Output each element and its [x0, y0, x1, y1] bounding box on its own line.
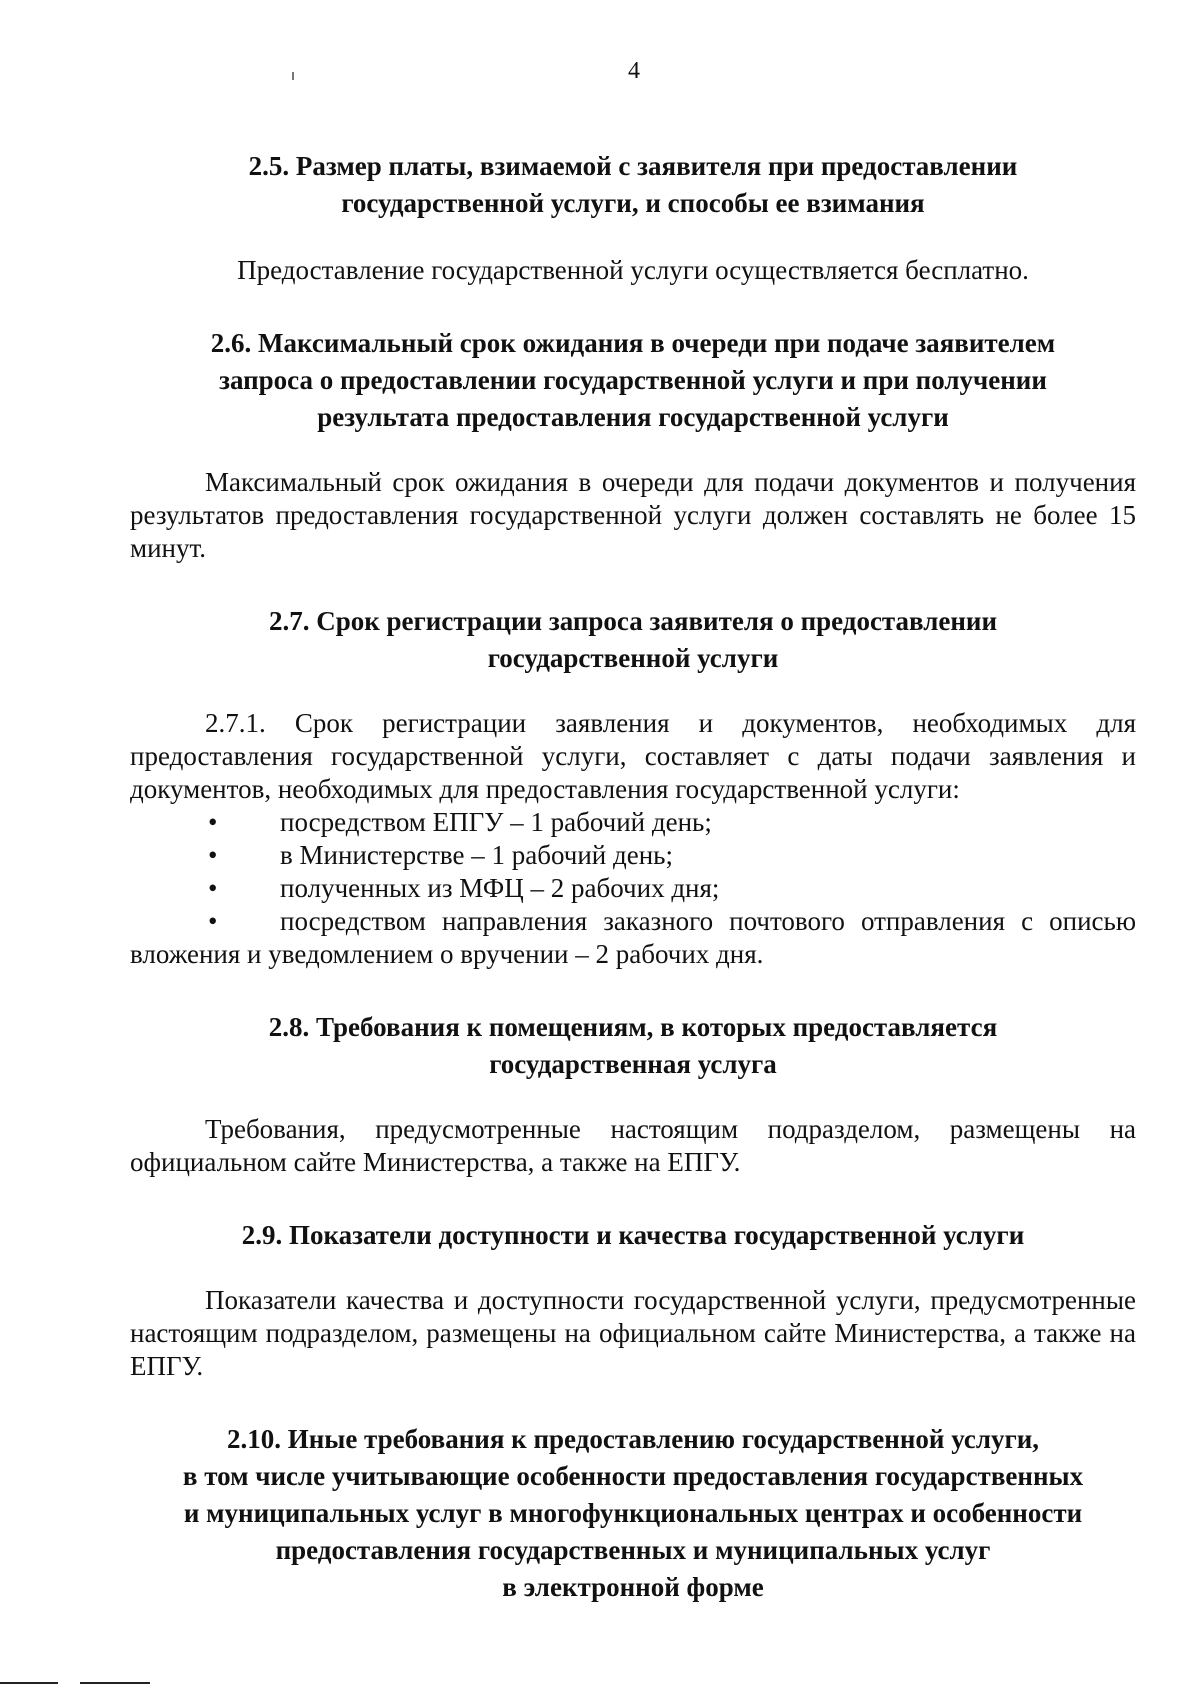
- section-2-9-text: Показатели качества и доступности государственной услуги, предусмотренные настоящим подразделом, размещены на официальном сайте Министерства, а также на ЕПГУ.: [130, 1285, 1136, 1381]
- section-2-7-heading: 2.7. Срок регистрации запроса заявителя о предоставлении государственной услуги: [268, 606, 998, 673]
- section-2-5-heading: 2.5. Размер платы, взимаемой с заявителя при предоставлении государственной услуги, и способы ее взимания: [248, 151, 1018, 218]
- section-2-5-text: Предоставление государственной услуги осуществляется бесплатно.: [237, 255, 1029, 285]
- section-2-8-text: Требования, предусмотренные настоящим подразделом, размещены на официальном сайте Министерства, а также на ЕПГУ.: [130, 1114, 1136, 1177]
- bullet-marker: •: [208, 807, 218, 837]
- section-2-8: [130, 1009, 1136, 1179]
- section-2-7-1-text: 2.7.1. Срок регистрации заявления и документов, необходимых для предоставления государственной услуги, составляет с даты подачи заявления и документов, необходимых для предоставления государственной услуги:: [130, 708, 1136, 804]
- bullet-marker: •: [208, 873, 218, 903]
- section-2-6: [130, 325, 1136, 565]
- section-2-7: [130, 603, 1136, 971]
- section-2-9-heading: 2.9. Показатели доступности и качества государственной услуги: [241, 1220, 1025, 1250]
- section-2-8-heading: 2.8. Требования к помещениям, в которых предоставляется государственная услуга: [268, 1012, 998, 1079]
- bullet-marker: •: [208, 840, 218, 870]
- section-2-10-heading: 2.10. Иные требования к предоставлению государственной услуги, в том числе учитывающие особенности предоставления государственных и муниципальных услуг в многофункциональных центрах и особенности предоставления государственных и муниципальных услуг в электронной форме: [182, 1424, 1084, 1602]
- section-2-6-text: Максимальный срок ожидания в очереди для подачи документов и получения результатов предоставления государственной услуги должен составлять не более 15 минут.: [130, 467, 1136, 563]
- section-2-9: [130, 1217, 1136, 1383]
- scan-edge-line: [0, 1682, 58, 1684]
- list-item: • посредством направления заказного почтового отправления с описью вложения и уведомлением о вручении – 2 рабочих дня.: [130, 906, 1136, 969]
- scan-mark: [292, 72, 294, 80]
- list-item: • полученных из МФЦ – 2 рабочих дня;: [208, 873, 720, 903]
- document-body: [130, 148, 1136, 1606]
- section-2-5: [130, 148, 1136, 287]
- bullet-marker: •: [208, 906, 218, 936]
- list-item: • в Министерстве – 1 рабочий день;: [208, 840, 673, 870]
- section-2-6-heading: 2.6. Максимальный срок ожидания в очереди при подаче заявителем запроса о предоставлении государственной услуги и при получении результата предоставления государственной услуги: [210, 328, 1056, 432]
- list-item: • посредством ЕПГУ – 1 рабочий день;: [208, 807, 712, 837]
- scan-edge-line: [80, 1682, 150, 1684]
- section-2-10: [130, 1421, 1136, 1606]
- page-number: 4: [628, 58, 640, 84]
- registration-terms-list: [130, 806, 1136, 971]
